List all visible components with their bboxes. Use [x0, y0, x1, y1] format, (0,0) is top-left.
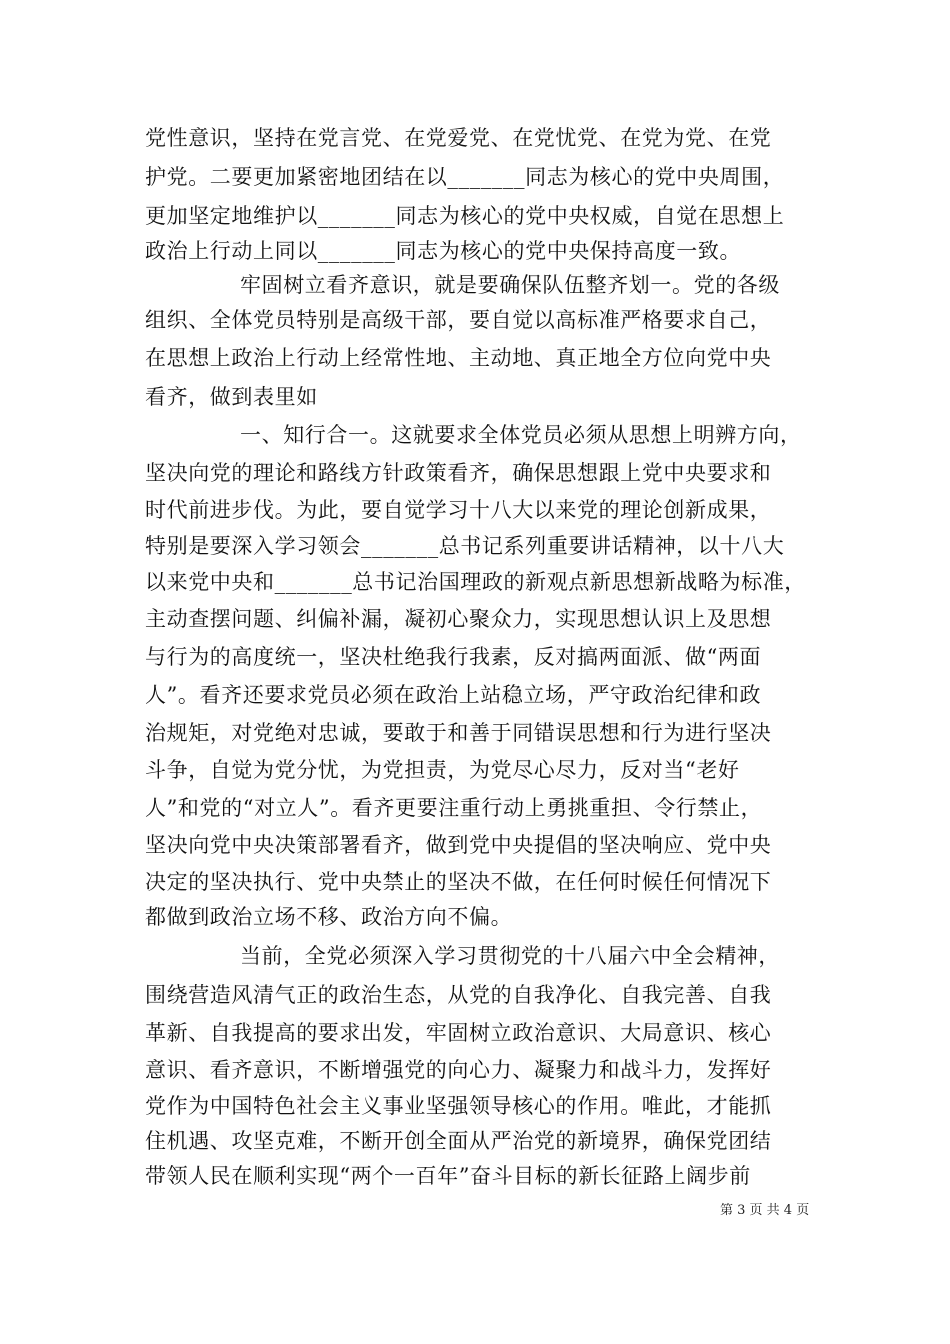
text-line: 斗争，自觉为党分忧，为党担责，为党尽心尽力，反对当“老好: [145, 758, 740, 782]
paragraph-first-line: 一、知行合一。这就要求全体党员必须从思想上明辨方向，: [240, 423, 802, 447]
text-line: 坚决向党中央决策部署看齐，做到党中央提倡的坚决响应、党中央: [145, 833, 772, 857]
text-line: 与行为的高度统一，坚决杜绝我行我素，反对搞两面派、做“两面: [145, 645, 762, 669]
text-line: 治规矩，对党绝对忠诚，要敢于和善于同错误思想和行为进行坚决: [145, 721, 772, 745]
text-line: 政治上行动上同以_______同志为核心的党中央保持高度一致。: [145, 239, 742, 263]
text-line: 护党。二要更加紧密地团结在以_______同志为核心的党中央周围，: [145, 165, 785, 189]
text-line: 特别是要深入学习领会_______总书记系列重要讲话精神，以十八大: [145, 534, 785, 558]
text-line: 主动查摆问题、纠偏补漏，凝初心聚众力，实现思想认识上及思想: [145, 607, 772, 631]
text-line: 以来党中央和_______总书记治国理政的新观点新思想新战略为标准，: [145, 570, 806, 594]
text-line: 带领人民在顺利实现“两个一百年”奋斗目标的新长征路上阔步前: [145, 1164, 751, 1188]
text-line: 组织、全体党员特别是高级干部，要自觉以高标准严格要求自己，: [145, 308, 772, 332]
text-line: 看齐，做到表里如: [145, 385, 318, 409]
text-line: 革新、自我提高的要求出发，牢固树立政治意识、大局意识、核心: [145, 1021, 772, 1045]
page-number-footer: 第 3 页 共 4 页: [720, 1203, 810, 1218]
text-line: 人”和党的“对立人”。看齐更要注重行动上勇挑重担、令行禁止，: [145, 796, 763, 820]
text-line: 都做到政治立场不移、政治方向不偏。: [145, 905, 513, 929]
paragraph-first-line: 牢固树立看齐意识，就是要确保队伍整齐划一。党的各级: [240, 273, 780, 297]
text-line: 在思想上政治上行动上经常性地、主动地、真正地全方位向党中央: [145, 346, 772, 370]
text-line: 党作为中国特色社会主义事业坚强领导核心的作用。唯此，才能抓: [145, 1094, 772, 1118]
text-line: 坚决向党的理论和路线方针政策看齐，确保思想跟上党中央要求和: [145, 461, 772, 485]
text-line: 围绕营造风清气正的政治生态，从党的自我净化、自我完善、自我: [145, 983, 772, 1007]
text-line: 更加坚定地维护以_______同志为核心的党中央权威，自觉在思想上: [145, 204, 785, 228]
text-line: 人”。看齐还要求党员必须在政治上站稳立场，严守政治纪律和政: [145, 683, 762, 707]
text-line: 党性意识，坚持在党言党、在党爱党、在党忧党、在党为党、在党: [145, 126, 772, 150]
text-line: 意识、看齐意识，不断增强党的向心力、凝聚力和战斗力，发挥好: [145, 1058, 772, 1082]
text-line: 决定的坚决执行、党中央禁止的坚决不做，在任何时候任何情况下: [145, 870, 772, 894]
text-line: 时代前进步伐。为此，要自觉学习十八大以来党的理论创新成果，: [145, 498, 772, 522]
paragraph-first-line: 当前，全党必须深入学习贯彻党的十八届六中全会精神，: [240, 944, 780, 968]
text-line: 住机遇、攻坚克难，不断开创全面从严治党的新境界，确保党团结: [145, 1129, 772, 1153]
